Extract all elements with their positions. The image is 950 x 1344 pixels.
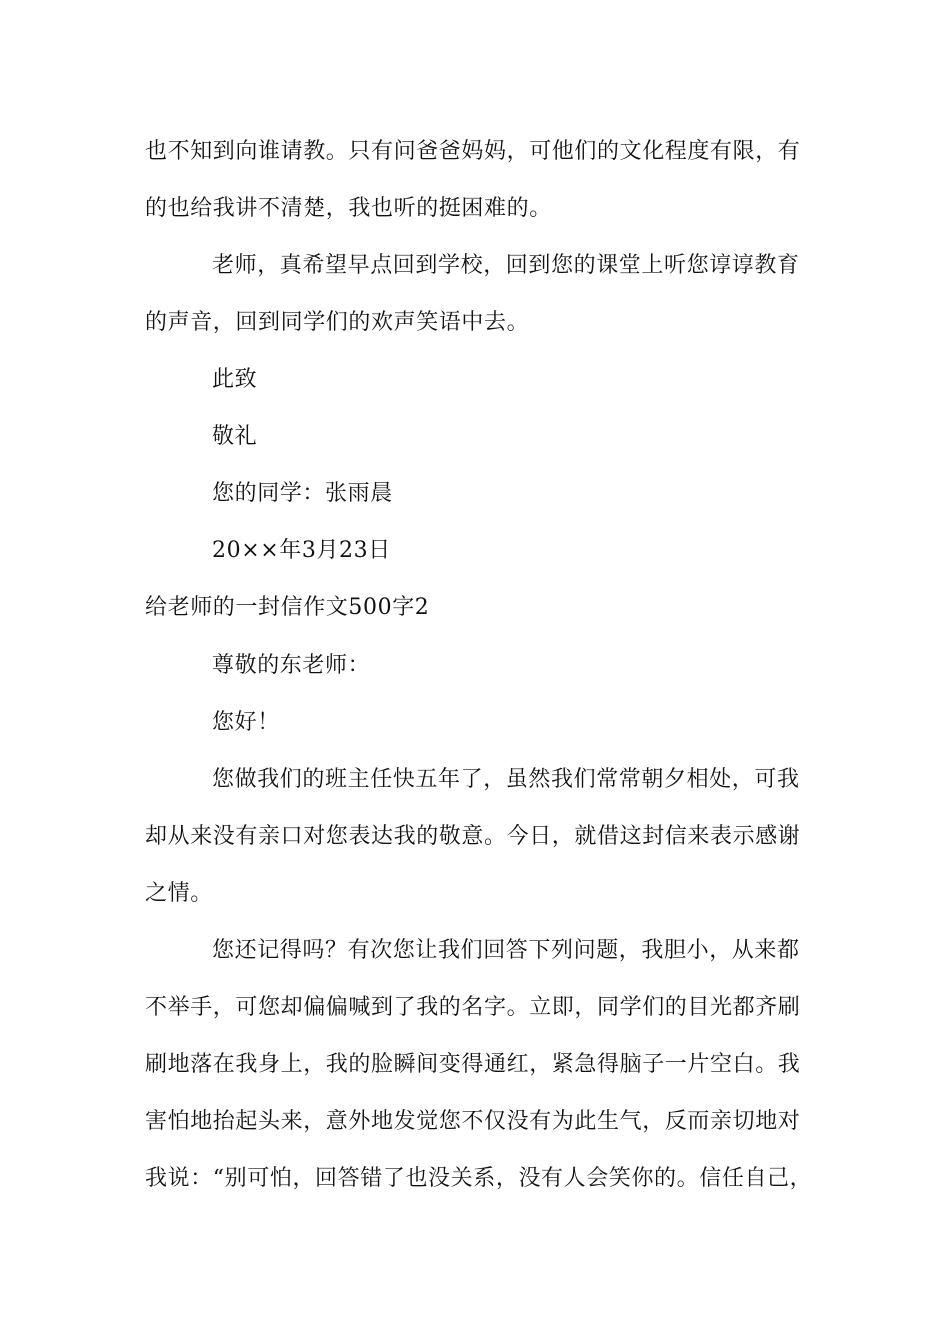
letter-date: 20××年3月23日 — [212, 538, 391, 563]
letter-signature: 您的同学：张雨晨 — [212, 481, 393, 506]
paragraph-line: 的也给我讲不清楚，我也听的挺困难的。 — [145, 196, 552, 221]
letter-salute: 敬礼 — [212, 424, 258, 449]
section-title: 给老师的一封信作文500字2 — [145, 595, 430, 620]
letter-hello: 您好！ — [212, 710, 280, 735]
paragraph-line: 也不知到向谁请教。只有问爸爸妈妈，可他们的文化程度有限，有 — [145, 139, 801, 164]
paragraph-line: 之情。 — [145, 881, 213, 906]
paragraph-line: 您还记得吗？有次您让我们回答下列问题，我胆小，从来都 — [212, 938, 800, 963]
paragraph-line: 不举手，可您却偏偏喊到了我的名字。立即，同学们的目光都齐刷 — [145, 995, 801, 1020]
paragraph-line: 我说：“别可怕，回答错了也没关系，没有人会笑你的。信任自己， — [145, 1166, 813, 1191]
paragraph-line: 老师，真希望早点回到学校，回到您的课堂上听您谆谆教育 — [212, 253, 800, 278]
letter-closing: 此致 — [212, 367, 258, 392]
paragraph-line: 却从来没有亲口对您表达我的敬意。今日，就借这封信来表示感谢 — [145, 824, 801, 849]
paragraph-line: 的声音，回到同学们的欢声笑语中去。 — [145, 310, 530, 335]
paragraph-line: 害怕地抬起头来，意外地发觉您不仅没有为此生气，反而亲切地对 — [145, 1109, 801, 1134]
letter-greeting: 尊敬的东老师： — [212, 653, 371, 678]
paragraph-line: 您做我们的班主任快五年了，虽然我们常常朝夕相处，可我 — [212, 767, 800, 792]
paragraph-line: 刷地落在我身上，我的脸瞬间变得通红，紧急得脑子一片空白。我 — [145, 1052, 801, 1077]
